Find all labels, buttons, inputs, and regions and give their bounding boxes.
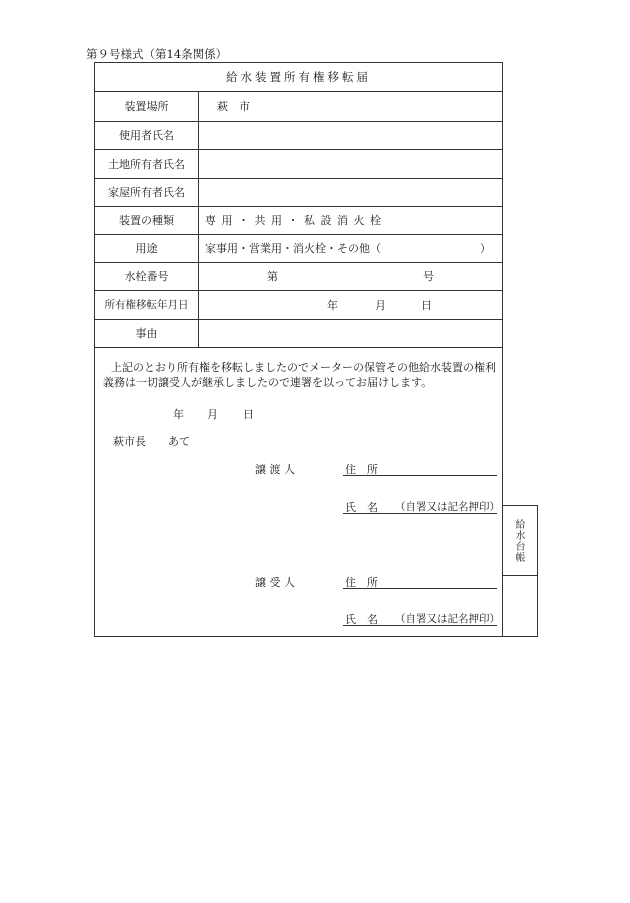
row-house-owner	[95, 178, 502, 207]
decl-month: 月	[207, 408, 218, 421]
value-location[interactable]: 萩 市	[217, 100, 250, 113]
row-usage	[95, 234, 502, 263]
transferor-seal-note: （自署又は記名押印）	[395, 501, 500, 513]
transferor-name-label: 氏 名	[345, 501, 378, 514]
faucet-prefix: 第	[267, 270, 278, 283]
transferee-role: 譲 受 人	[255, 576, 295, 589]
value-reason[interactable]	[199, 319, 502, 347]
transferor-role: 譲 渡 人	[255, 463, 295, 476]
row-location	[95, 91, 502, 122]
transferor-name-line[interactable]	[343, 512, 497, 514]
decl-year: 年	[173, 408, 184, 421]
ledger-stamp-area	[503, 506, 537, 576]
faucet-suffix: 号	[423, 270, 434, 283]
date-year: 年	[327, 298, 338, 312]
row-transfer-date	[95, 290, 502, 320]
transferee-seal-note: （自署又は記名押印）	[395, 613, 500, 625]
label-reason: 事由	[95, 319, 199, 347]
transferee-address-label: 住 所	[345, 576, 378, 589]
value-user-name[interactable]	[199, 121, 502, 149]
label-user-name: 使用者氏名	[95, 121, 199, 149]
row-device-type	[95, 206, 502, 235]
transferor-address-label: 住 所	[345, 463, 378, 476]
row-land-owner	[95, 149, 502, 179]
label-land-owner: 土地所有者氏名	[95, 149, 199, 178]
label-transfer-date: 所有権移転年月日	[95, 290, 199, 319]
row-faucet-number	[95, 262, 502, 291]
transferee-address-line[interactable]	[343, 587, 497, 589]
value-transfer-date[interactable]	[199, 290, 502, 319]
form-title: 給水装置所有権移転届	[95, 63, 502, 92]
transfer-form	[94, 62, 503, 637]
label-usage: 用途	[95, 234, 199, 262]
decl-day: 日	[243, 408, 254, 421]
transferee-name-label: 氏 名	[345, 613, 378, 626]
addressee: 萩市長 あて	[113, 435, 190, 448]
label-faucet-number: 水栓番号	[95, 262, 199, 290]
ledger-box	[503, 505, 538, 637]
label-device-type: 装置の種類	[95, 206, 199, 234]
date-month: 月	[375, 298, 386, 312]
row-reason	[95, 319, 502, 348]
transferee-name-line[interactable]	[343, 624, 497, 626]
row-user-name	[95, 121, 502, 150]
date-day: 日	[421, 298, 432, 312]
value-land-owner[interactable]	[199, 149, 502, 178]
form-number-label: 第９号様式（第14条関係）	[86, 47, 228, 61]
ledger-label: 給水台帳	[515, 520, 526, 564]
label-location: 装置場所	[95, 91, 199, 121]
value-faucet-number[interactable]	[199, 262, 502, 290]
value-device-type[interactable]: 専 用 ・ 共 用 ・ 私 設 消 火 栓	[205, 214, 382, 227]
declaration-text: 上記のとおり所有権を移転しましたのでメーターの保管その他給水装置の権利義務は一切譲受人が継承しましたので連署を以ってお届けします。	[103, 361, 496, 389]
label-house-owner: 家屋所有者氏名	[95, 178, 199, 206]
value-usage[interactable]: 家事用・営業用・消火栓・その他（ ）	[205, 242, 491, 255]
transferor-address-line[interactable]	[343, 474, 497, 476]
value-house-owner[interactable]	[199, 178, 502, 206]
